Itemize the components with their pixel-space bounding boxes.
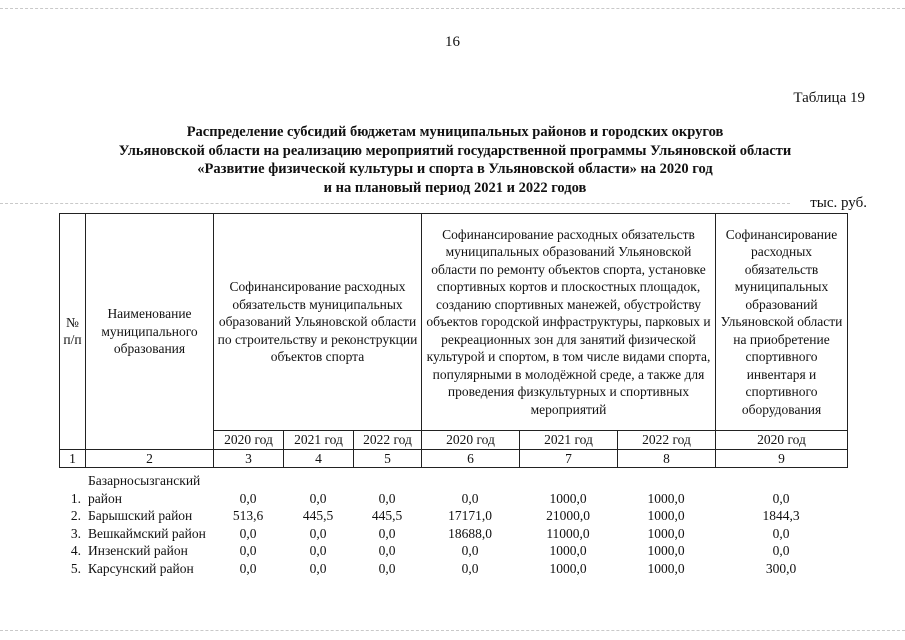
year-header: 2020 год xyxy=(422,431,520,450)
amount-cell: 0,0 xyxy=(239,560,257,576)
column-number: 4 xyxy=(284,449,354,468)
amount-cell: 1000,0 xyxy=(647,508,685,523)
amount-cell: 0,0 xyxy=(239,490,257,506)
amount-cell: 1844,3 xyxy=(762,508,800,523)
municipality-name: Инзенский район xyxy=(88,543,188,558)
amount-cell: 0,0 xyxy=(378,525,396,541)
year-header: 2021 год xyxy=(520,431,618,450)
header-number: № п/п xyxy=(60,214,86,450)
title-line-2: Ульяновской области на реализацию мероприятий государственной программы Ульяновской области xyxy=(118,142,792,159)
amount-cell: 300,0 xyxy=(765,560,797,576)
year-header: 2020 год xyxy=(214,431,284,450)
row-index: 1. xyxy=(70,490,81,506)
title-line-3: «Развитие физической культуры и спорта в Ульяновской области» на 2020 год xyxy=(197,161,713,177)
scan-artifact-mid xyxy=(0,203,790,204)
column-number: 3 xyxy=(214,449,284,468)
header-repair: Софинансирование расходных обязательств муниципальных образований Ульяновской области по ремонту объектов спорта, установке спортивных кортов и плоскостных площадок, созданию спортивных манежей, обустройству объектов городской инфраструктуры, парковых и рекреационных зон для занятий физической культурой и спортом, в том числе видами спорта, популярными в молодёжной среде, а также для проведения физкультурных и спортивных мероприятий xyxy=(422,214,716,431)
column-number: 5 xyxy=(354,449,422,468)
amount-cell: 1000,0 xyxy=(549,560,587,576)
amount-cell: 17171,0 xyxy=(448,508,492,523)
amount-cell: 1000,0 xyxy=(549,543,587,558)
row-index: 2. xyxy=(70,508,81,523)
table-row xyxy=(59,542,847,560)
amount-cell: 0,0 xyxy=(239,525,257,541)
municipality-name: Вешкаймский район xyxy=(88,525,206,541)
municipality-name: Карсунский район xyxy=(88,560,194,576)
amount-cell: 0,0 xyxy=(378,543,396,558)
header-equipment: Софинансирование расходных обязательств муниципальных образований Ульяновской области на приобретение спортивного инвентаря и спортивного оборудования xyxy=(716,214,848,431)
column-number: 1 xyxy=(60,449,86,468)
municipality-name: Барышский район xyxy=(88,508,193,523)
column-number: 7 xyxy=(520,449,618,468)
amount-cell: 0,0 xyxy=(378,560,396,576)
municipality-name: Базарносызганский район xyxy=(88,473,201,506)
table-row xyxy=(59,507,847,525)
amount-cell: 513,6 xyxy=(232,508,264,523)
table-row xyxy=(59,472,847,507)
row-index: 5. xyxy=(70,560,81,576)
amount-cell: 0,0 xyxy=(239,543,257,558)
title-line-1: Распределение субсидий бюджетам муниципальных районов и городских округов xyxy=(186,124,724,140)
year-header: 2022 год xyxy=(354,431,422,450)
amount-cell: 0,0 xyxy=(461,560,479,576)
amount-cell: 11000,0 xyxy=(546,525,590,541)
page-number: 16 xyxy=(445,34,460,50)
amount-cell: 0,0 xyxy=(378,490,396,506)
table-row xyxy=(59,560,847,578)
amount-cell: 445,5 xyxy=(371,508,403,523)
table-row xyxy=(59,525,847,543)
amount-cell: 1000,0 xyxy=(647,525,685,541)
header-construction: Софинансирование расходных обязательств муниципальных образований Ульяновской области по строительству и реконструкции объектов спорта xyxy=(214,214,422,431)
amount-cell: 1000,0 xyxy=(647,543,685,558)
amount-cell: 445,5 xyxy=(302,508,334,523)
row-index: 4. xyxy=(70,543,81,558)
amount-cell: 0,0 xyxy=(309,525,327,541)
year-header: 2021 год xyxy=(284,431,354,450)
year-header: 2022 год xyxy=(618,431,716,450)
row-index: 3. xyxy=(70,525,81,541)
document-title xyxy=(60,123,850,197)
amount-cell: 0,0 xyxy=(772,490,790,506)
amount-cell: 0,0 xyxy=(309,543,327,558)
amount-cell: 0,0 xyxy=(309,560,327,576)
subsidy-table-header xyxy=(59,213,848,468)
amount-cell: 1000,0 xyxy=(549,490,587,506)
column-number: 6 xyxy=(422,449,520,468)
title-line-4: и на плановый период 2021 и 2022 годов xyxy=(323,179,587,196)
year-header: 2020 год xyxy=(716,431,848,450)
amount-cell: 0,0 xyxy=(772,525,790,541)
table-label: Таблица 19 xyxy=(793,90,865,106)
amount-cell: 18688,0 xyxy=(448,525,492,541)
column-number: 2 xyxy=(86,449,214,468)
scan-artifact-top xyxy=(0,8,905,9)
amount-cell: 1000,0 xyxy=(647,490,685,506)
scan-artifact-bottom xyxy=(0,630,905,631)
amount-cell: 0,0 xyxy=(772,543,790,558)
amount-cell: 0,0 xyxy=(461,543,479,558)
units-label: тыс. руб. xyxy=(810,195,867,211)
amount-cell: 0,0 xyxy=(309,490,327,506)
header-municipality: Наименование муниципального образования xyxy=(86,214,214,450)
amount-cell: 1000,0 xyxy=(647,560,685,576)
subsidy-table-body xyxy=(59,472,847,577)
column-number: 9 xyxy=(716,449,848,468)
amount-cell: 21000,0 xyxy=(546,508,590,523)
amount-cell: 0,0 xyxy=(461,490,479,506)
column-number: 8 xyxy=(618,449,716,468)
